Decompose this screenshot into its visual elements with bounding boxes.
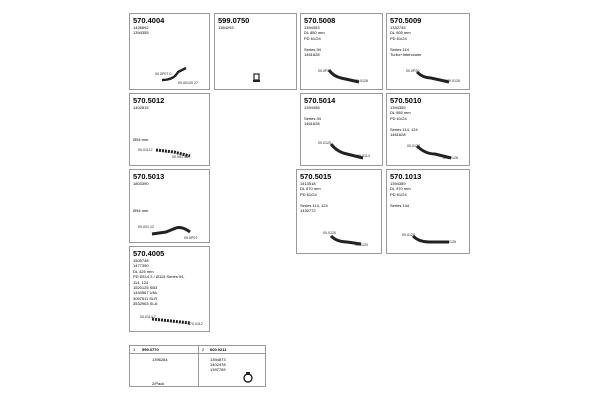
part-card-570-1013: [386, 169, 470, 254]
ref-label: 00.0114: [357, 154, 370, 158]
part-number: 570.5015: [300, 172, 332, 181]
ref-label: 00.0P20: [318, 69, 332, 73]
part-card-570-4005: [129, 246, 210, 332]
ref-label: 570.0126: [441, 240, 456, 244]
part-card-570-5009: [386, 13, 470, 90]
part-card-570-4004: [129, 13, 210, 90]
accessory-line: 1396284: [152, 357, 168, 362]
ref-label: 570.0112: [188, 322, 203, 326]
part-details: 1426692 1394355: [133, 25, 149, 36]
part-details: 1402815 Ø94 mm: [133, 105, 149, 143]
part-details: 1332745 DL 905 mm PD 61/24 Series 114 Turbo+Intercooler: [390, 25, 422, 58]
part-details: 1803390 Ø94 mm: [133, 181, 149, 214]
part-card-599-0750: [214, 13, 297, 90]
part-card-570-5010: [386, 93, 470, 166]
part-number: 570.5014: [304, 96, 336, 105]
part-number: 570.4005: [133, 249, 165, 258]
ref-label: 570.0126: [445, 79, 460, 83]
part-card-570-5015: [296, 169, 382, 254]
accessory-tag: 2/Pack: [152, 381, 165, 386]
ref-label: 00.0120: [323, 231, 336, 235]
part-details: 1413518 DL 670 mm PD 61/24 Series 114, 124 1430772: [300, 181, 328, 214]
part-number: 599.0750: [218, 16, 250, 25]
part-details: 1394359 DL 955 mm PD 61/24 Series 114, 124 1461628: [390, 105, 418, 138]
accessory-index: 1: [133, 347, 136, 352]
accessory-line: 1402478: [210, 362, 226, 367]
exhaust-pipe-illustration: [327, 142, 367, 162]
part-card-570-5014: [300, 93, 383, 166]
part-details: 1394353 DL 850 mm PD 61/24 Series 94 1461628: [304, 25, 325, 58]
ref-label: 00.001 12: [138, 225, 154, 229]
part-card-570-5008: [300, 13, 383, 90]
part-details: 1394358 Series 94 1461628: [304, 105, 321, 127]
ref-label: 00.00120 27: [178, 81, 198, 85]
ref-label: 00.0P07: [184, 236, 198, 240]
part-number: 570.5010: [390, 96, 422, 105]
ref-label: 00.0120: [318, 141, 331, 145]
accessory-part-number: 599.0770: [142, 347, 159, 352]
ref-label: 00.01112: [138, 148, 153, 152]
ref-label: 00.001 46: [172, 155, 188, 159]
part-number: 570.1013: [390, 172, 422, 181]
ref-label: 00.0P07.0: [155, 72, 172, 76]
ref-label: 00.0120: [355, 243, 368, 247]
part-details: 1394359 DL 970 mm PD 61/24 Series 144: [390, 181, 411, 208]
part-card-570-5012: [129, 93, 210, 166]
ref-label: 00.0P20: [406, 69, 420, 73]
part-number: 570.5013: [133, 172, 165, 181]
part-card-570-5013: [129, 169, 210, 243]
part-details: 1364293: [218, 25, 234, 30]
ref-label: 570.0126: [353, 79, 368, 83]
ref-label: 00.0114.7: [140, 315, 156, 319]
part-number: 570.5009: [390, 16, 422, 25]
accessories-panel: [129, 345, 266, 387]
accessory-index: 2: [202, 347, 205, 352]
accessory-line: 1394873: [210, 357, 226, 362]
clamp-icon: [242, 372, 254, 384]
accessory-part-number: 600.0211: [210, 347, 227, 352]
ref-label: 570.0126: [443, 156, 458, 160]
column-divider: [198, 346, 199, 386]
part-details: 1505748 1477390 DL 425 mm PD Ø114.3 / Ø115 Series 94, 114, 124 1520125 SB3 1440567 UNL 3097511 SLR 3532963 SLA: [133, 258, 185, 307]
part-number: 570.5012: [133, 96, 165, 105]
ref-label: 00.0120: [407, 144, 420, 148]
clamp-illustration: [251, 72, 263, 84]
part-number: 570.5008: [304, 16, 336, 25]
accessory-line: 1397769: [210, 367, 226, 372]
part-number: 570.4004: [133, 16, 165, 25]
ref-label: 00.0120: [402, 233, 415, 237]
